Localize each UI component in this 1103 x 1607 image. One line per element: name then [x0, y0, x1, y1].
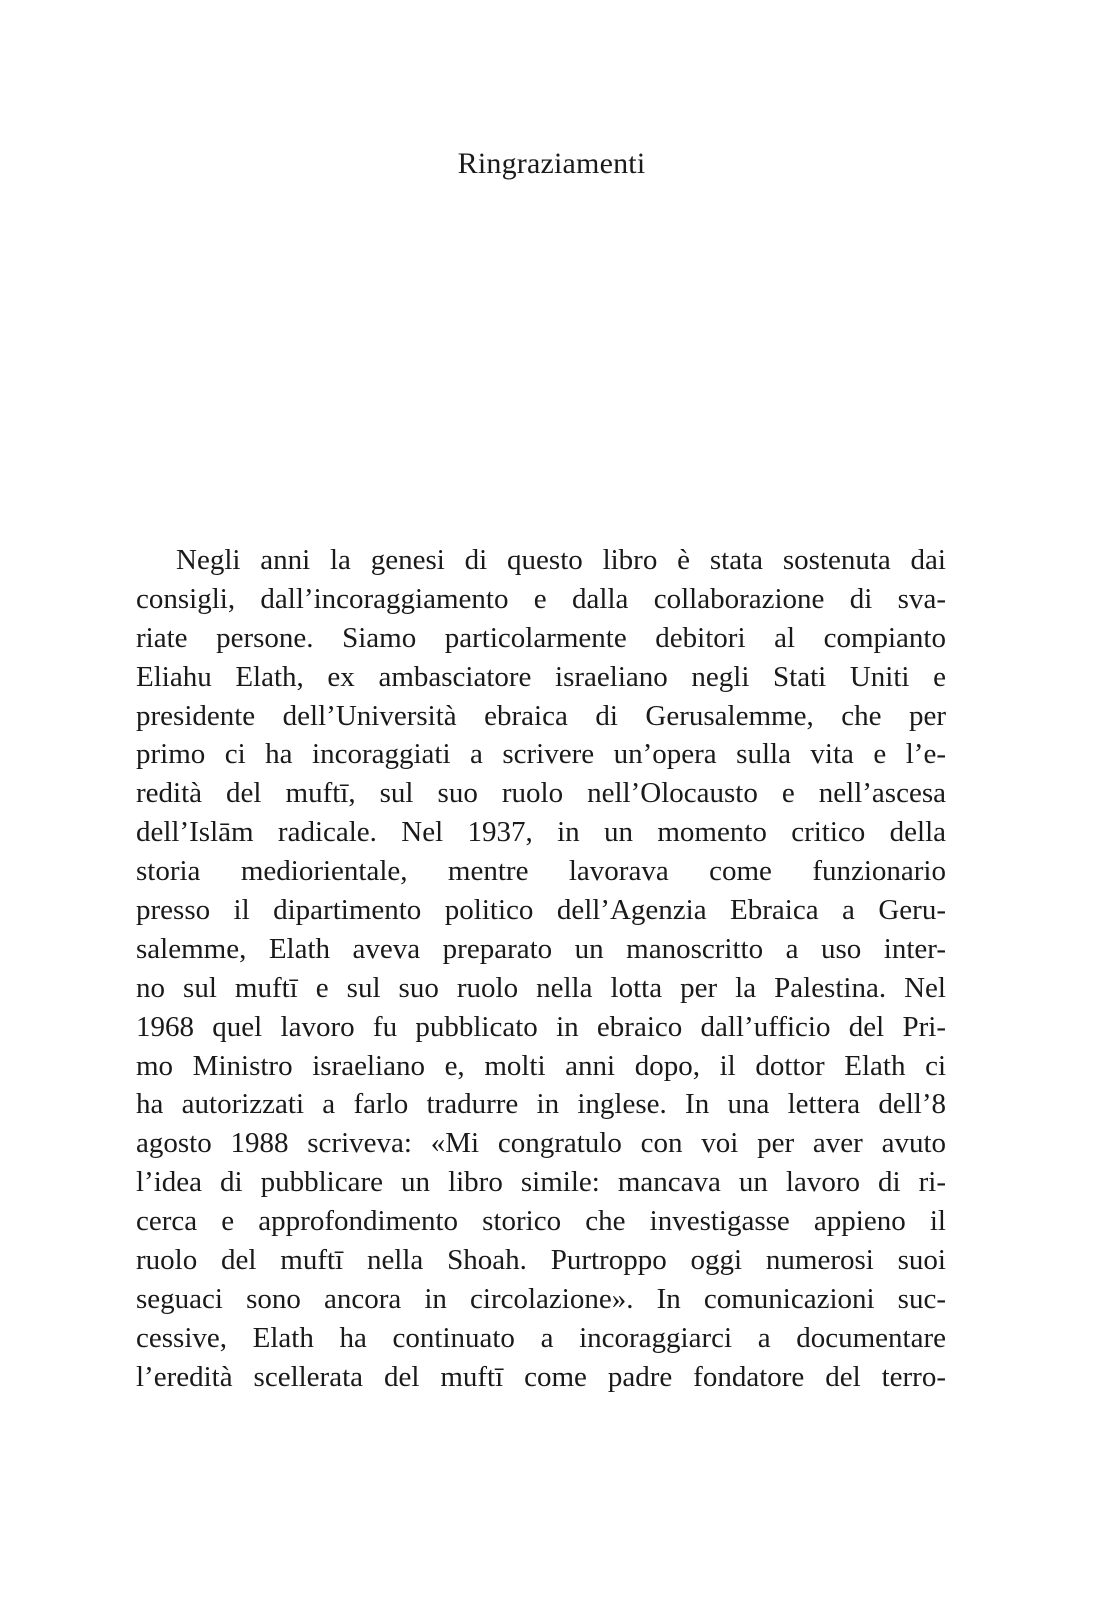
text-line: Eliahu Elath, ex ambasciatore israeliano negli Stati Uniti e	[136, 660, 946, 693]
text-line: l’eredità scellerata del muftī come padre fondatore del terro-	[136, 1360, 946, 1393]
chapter-title: Ringraziamenti	[457, 147, 646, 180]
text-line: riate persone. Siamo particolarmente debitori al compianto	[136, 621, 946, 654]
text-line: redità del muftī, sul suo ruolo nell’Olocausto e nell’ascesa	[136, 777, 946, 810]
text-line: consigli, dall’incoraggiamento e dalla collaborazione di sva-	[136, 582, 946, 615]
text-line: 1968 quel lavoro fu pubblicato in ebraico dall’ufficio del Pri-	[136, 1010, 946, 1043]
text-line: dell’Islām radicale. Nel 1937, in un momento critico della	[136, 816, 946, 849]
text-line: cessive, Elath ha continuato a incoraggiarci a documentare	[136, 1321, 946, 1354]
body-paragraph	[136, 541, 946, 1397]
text-line: agosto 1988 scriveva: «Mi congratulo con voi per aver avuto	[136, 1127, 946, 1160]
text-line: salemme, Elath aveva preparato un manoscritto a uso inter-	[136, 932, 946, 965]
text-line: cerca e approfondimento storico che investigasse appieno il	[136, 1205, 946, 1238]
text-line: Negli anni la genesi di questo libro è stata sostenuta dai	[176, 544, 946, 576]
text-line: primo ci ha incoraggiati a scrivere un’opera sulla vita e l’e-	[136, 738, 946, 771]
text-line: presso il dipartimento politico dell’Agenzia Ebraica a Geru-	[136, 894, 946, 927]
text-line: l’idea di pubblicare un libro simile: mancava un lavoro di ri-	[136, 1166, 946, 1199]
text-line: storia mediorientale, mentre lavorava come funzionario	[136, 855, 946, 888]
text-line: presidente dell’Università ebraica di Gerusalemme, che per	[136, 699, 946, 732]
text-line: no sul muftī e sul suo ruolo nella lotta per la Palestina. Nel	[136, 971, 946, 1004]
text-line: ruolo del muftī nella Shoah. Purtroppo oggi numerosi suoi	[136, 1244, 946, 1277]
text-line: ha autorizzati a farlo tradurre in inglese. In una lettera dell’8	[136, 1088, 946, 1121]
text-line: seguaci sono ancora in circolazione». In comunicazioni suc-	[136, 1282, 946, 1315]
text-line: mo Ministro israeliano e, molti anni dopo, il dottor Elath ci	[136, 1049, 946, 1082]
